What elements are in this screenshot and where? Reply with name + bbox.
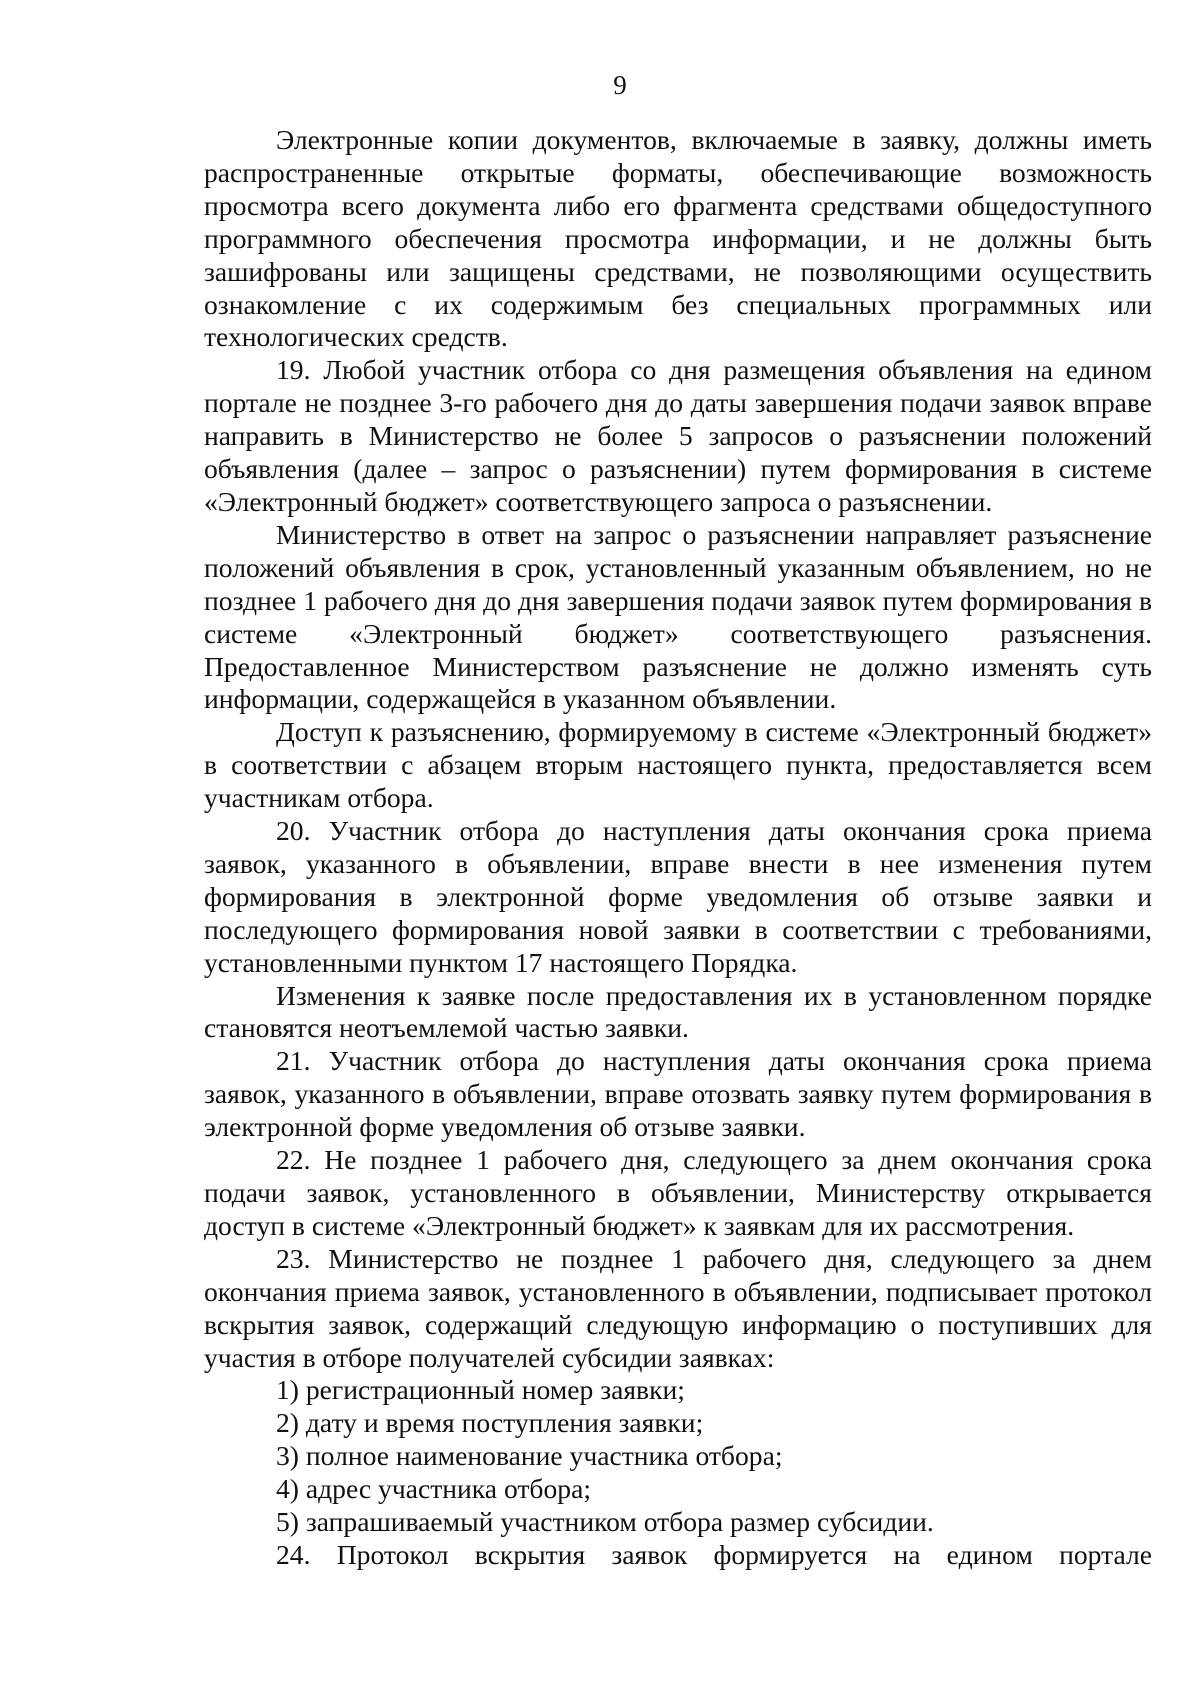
list-item-4: 4) адрес участника отбора;: [276, 1473, 591, 1505]
paragraph-electronic-copies: Электронные копии документов, включаемые в заявку, должны иметь распространенные открытые форматы, обеспечивающие возможность просмотра всего документа либо его фрагмента средствами общедоступного программного обеспечения просмотра информации, и не должны быть зашифрованы или защищены средствами, не позволяющими осуществить ознакомление с их содержимым без специальных программных или технологических средств.: [204, 124, 1152, 353]
paragraph-item-22: 22. Не позднее 1 рабочего дня, следующего за днем окончания срока подачи заявок, установленного в объявлении, Министерству открывается доступ в системе «Электронный бюджет» к заявкам для их рассмотрения.: [204, 1144, 1152, 1241]
paragraph-item-19: 19. Любой участник отбора со дня размещения объявления на едином портале не позднее 3-го рабочего дня до даты завершения подачи заявок вправе направить в Министерство не более 5 запросов о разъяснении положений объявления (далее – запрос о разъяснении) путем формирования в системе «Электронный бюджет» соответствующего запроса о разъяснении.: [204, 354, 1152, 517]
paragraph-item-21: 21. Участник отбора до наступления даты окончания срока приема заявок, указанного в объявлении, вправе отозвать заявку путем формирования в электронной форме уведомления об отзыве заявки.: [204, 1045, 1152, 1143]
paragraph-item-23: 23. Министерство не позднее 1 рабочего дня, следующего за днем окончания приема заявок, установленного в объявлении, подписывает протокол вскрытия заявок, содержащий следующую информацию о поступивших для участия в отборе получателей субсидии заявках:: [204, 1242, 1152, 1373]
paragraph-item-24: 24. Протокол вскрытия заявок формируется на едином портале: [276, 1538, 1152, 1570]
paragraph-item-20: 20. Участник отбора до наступления даты окончания срока приема заявок, указанного в объявлении, вправе внести в нее изменения путем формирования в электронной форме уведомления об отзыве заявки и последующего формирования новой заявки в соответствии с требованиями, установленными пунктом 17 настоящего Порядка.: [204, 815, 1152, 978]
paragraph-ministry-response: Министерство в ответ на запрос о разъяснении направляет разъяснение положений объявления в срок, установленный указанным объявлением, но не позднее 1 рабочего дня до дня завершения подачи заявок путем формирования в системе «Электронный бюджет» соответствующего разъяснения. Предоставленное Министерством разъяснение не должно изменять суть информации, содержащейся в указанном объявлении.: [204, 518, 1152, 715]
document-body: [204, 124, 1152, 1572]
list-item-5: 5) запрашиваемый участником отбора размер субсидии.: [276, 1506, 934, 1538]
paragraph-access-clarification: Доступ к разъяснению, формируемому в системе «Электронный бюджет» в соответствии с абзацем вторым настоящего пункта, предоставляется всем участникам отбора.: [204, 716, 1152, 814]
list-item-1: 1) регистрационный номер заявки;: [276, 1374, 685, 1406]
list-item-2: 2) дату и время поступления заявки;: [276, 1407, 704, 1439]
page-number: 9: [613, 70, 627, 100]
list-item-3: 3) полное наименование участника отбора;: [276, 1440, 783, 1472]
paragraph-changes: Изменения к заявке после предоставления их в установленном порядке становятся неотъемлемой частью заявки.: [204, 979, 1152, 1044]
